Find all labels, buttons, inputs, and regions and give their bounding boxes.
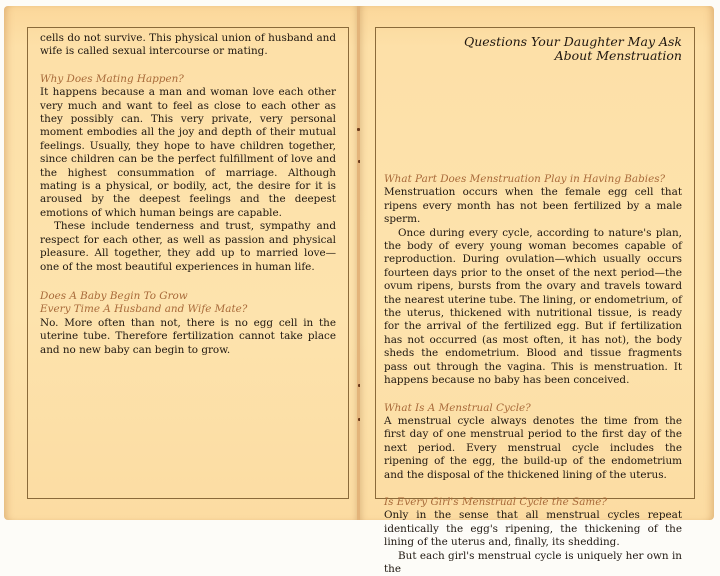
paragraph: Menstruation occurs when the female egg cell that ripens every month has not been fertilized by a male sperm.: [384, 186, 682, 226]
intro-paragraph: cells do not survive. This physical union of husband and wife is called sexual intercourse or mating.: [40, 32, 336, 58]
chapter-title-line: About Menstruation: [554, 48, 682, 63]
paragraph: A menstrual cycle always denotes the time from the first day of one menstrual period to the first day of the next period. Every menstrual cycle includes the ripening of the egg, the build-up of the endometrium and the disposal of the thickened lining of the uterus.: [384, 414, 682, 481]
heading-what-is-a-menstrual-cycle: What Is A Menstrual Cycle?: [384, 401, 531, 414]
right-page: [360, 6, 714, 575]
paragraph: No. More often than not, there is no egg cell in the uterine tube. Therefore fertilization cannot take place and no new baby can begin to grow.: [40, 316, 336, 356]
left-page: [4, 6, 358, 520]
heading-why-does-mating-happen: Why Does Mating Happen?: [40, 72, 184, 85]
paragraph: But each girl's menstrual cycle is uniquely her own in the: [384, 549, 682, 575]
heading-is-every-cycle-same: Is Every Girl's Menstrual Cycle the Same?: [384, 495, 607, 508]
paragraph: These include tenderness and trust, sympathy and respect for each other, as well as passion and physical pleasure. All together, they add up to married love—one of the most beautiful experiences in human life.: [40, 220, 336, 273]
left-page-text-frame: [27, 27, 349, 499]
paragraph: It happens because a man and woman love each other very much and want to feel as close to each other as they possibly can. This very private, very personal moment embodies all the joy and depth of their mutual feelings. Usually, they hope to have children together, since children can be the perfect fulfillment of love and the highest consummation of marriage. Although mating is a physical, or bodily, act, the desire for it is aroused by the deepest feelings and the deepest emotions of which human beings are capable.: [40, 86, 336, 219]
heading-menstruation-role: What Part Does Menstruation Play in Having Babies?: [384, 173, 666, 185]
heading-line: Does A Baby Begin To Grow: [40, 289, 188, 302]
chapter-title: [384, 35, 682, 63]
paragraph: Only in the sense that all menstrual cycles repeat identically the egg's ripening, the thickening of the lining of the uterus and, finally, its shedding.: [384, 509, 682, 549]
paragraph: Once during every cycle, according to nature's plan, the body of every young woman becomes capable of reproduction. During ovulation—which usually occurs fourteen days prior to the onset of the next period—the ovum ripens, bursts from the ovary and travels toward the nearest uterine tube. The lining, or endometrium, of the uterus, thickened with nutritional tissue, is ready for the arrival of the fertilized egg. But if fertilization has not occurred (as most often, it has not), the body sheds the endometrium. Blood and tissue fragments pass out through the vagina. This is menstruation. It happens because no baby has been conceived.: [384, 226, 682, 387]
heading-does-a-baby-begin-to-grow: [40, 290, 336, 317]
chapter-title-line: Questions Your Daughter May Ask: [463, 34, 682, 49]
heading-line: Every Time A Husband and Wife Mate?: [40, 303, 248, 316]
right-page-text-frame: [375, 27, 695, 575]
